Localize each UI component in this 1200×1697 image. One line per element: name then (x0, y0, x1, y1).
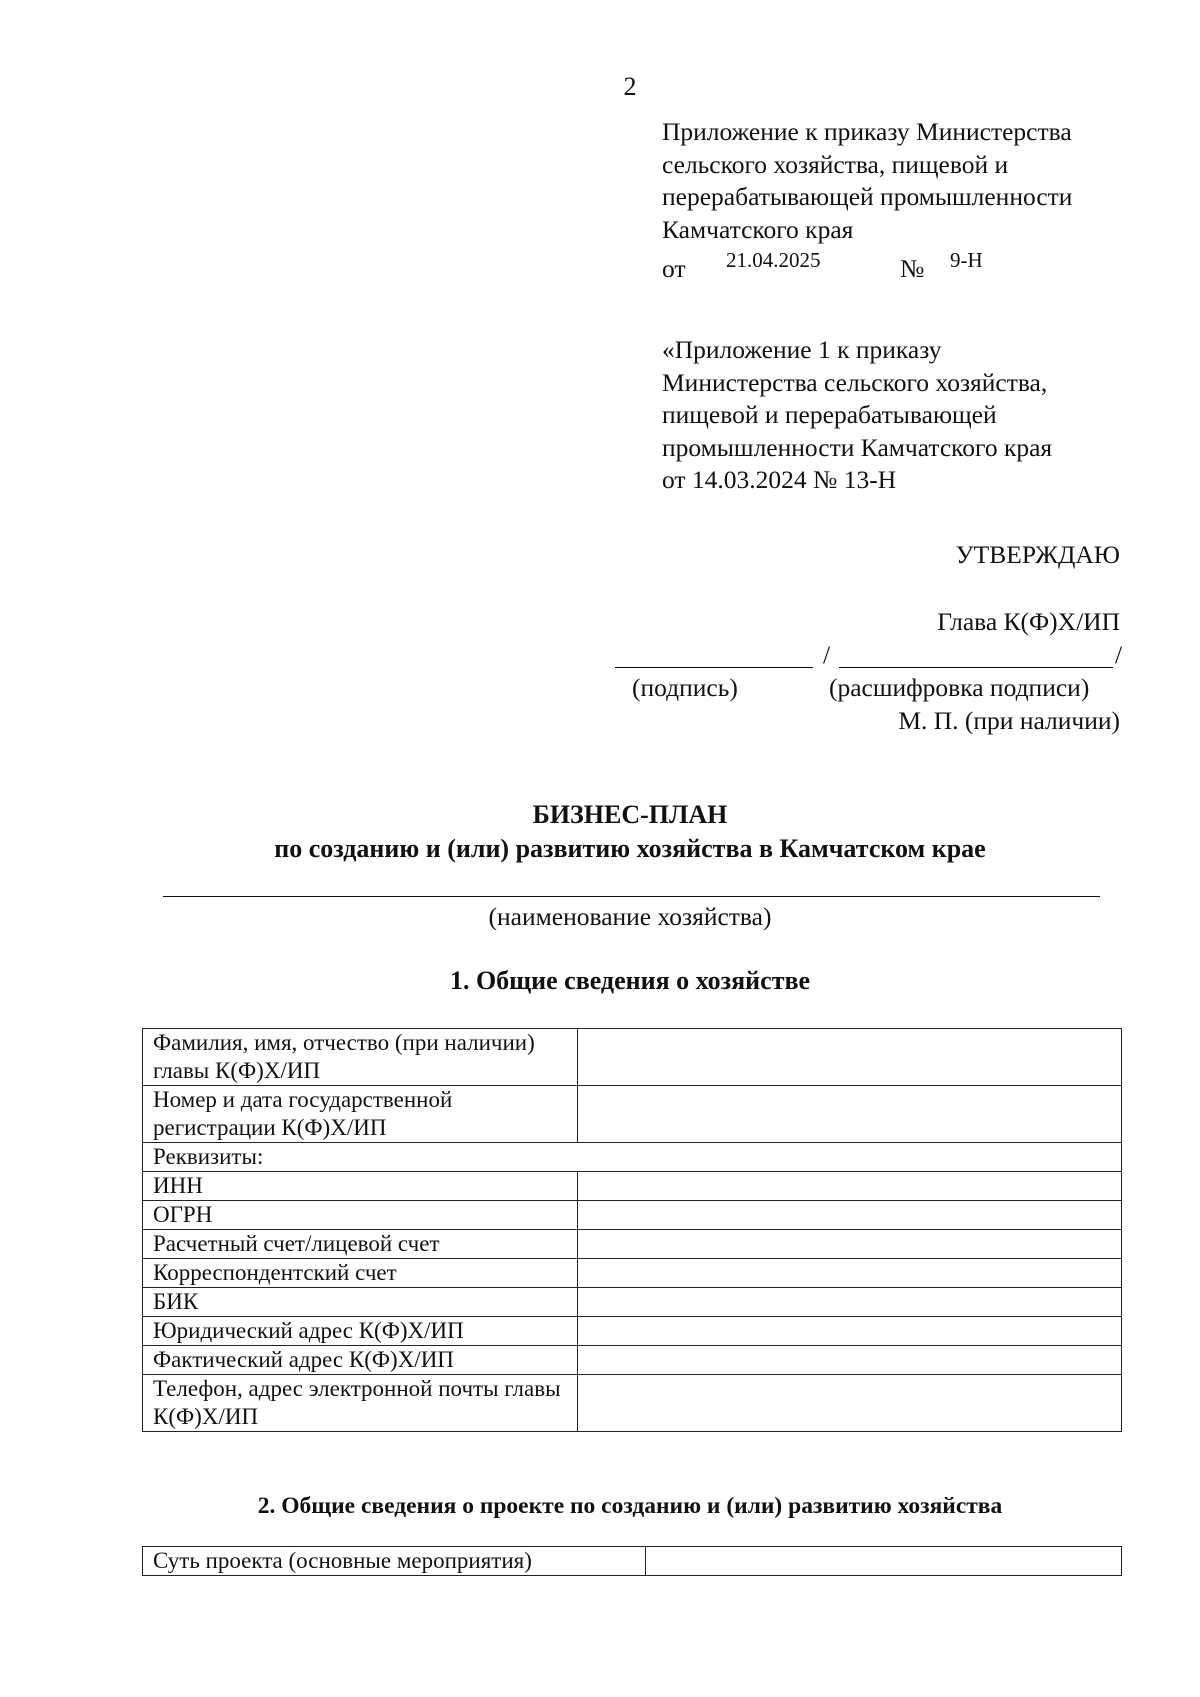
row-label: Юридический адрес К(Ф)Х/ИП (143, 1317, 578, 1346)
table-row (143, 1375, 1122, 1432)
appendix-header (662, 116, 1142, 246)
decode-line (839, 667, 1113, 668)
row-label: ОГРН (143, 1201, 578, 1230)
head-title: Глава К(Ф)Х/ИП (937, 607, 1120, 636)
approve-label: УТВЕРЖДАЮ (955, 540, 1120, 569)
signature-captions (615, 673, 1125, 705)
farm-name-line (163, 896, 1100, 897)
table-row (143, 1201, 1122, 1230)
appendix-previous-order (662, 334, 1142, 497)
signature-line (615, 667, 813, 668)
project-info-table (142, 1546, 1122, 1576)
doc-subtitle: по созданию и (или) развитию хозяйства в Камчатском крае (274, 834, 986, 863)
row-label: ИНН (143, 1172, 578, 1201)
table-row (143, 1317, 1122, 1346)
row-value (578, 1201, 1122, 1230)
row-value (578, 1259, 1122, 1288)
row-label: Суть проекта (основные мероприятия) (143, 1547, 646, 1576)
section2-title: 2. Общие сведения о проекте по созданию и (или) развитию хозяйства (257, 1493, 1003, 1519)
table-row (143, 1086, 1122, 1143)
farm-info-table (142, 1028, 1122, 1432)
appendix2-line: Министерства сельского хозяйства, (662, 367, 1048, 397)
farm-name-caption: (наименование хозяйства) (488, 902, 772, 931)
order-reference (662, 248, 1142, 284)
row-value (578, 1086, 1122, 1143)
appendix2-line: пищевой и перерабатывающей (662, 400, 997, 429)
signature-slash: / (823, 640, 831, 669)
appendix2-line: «Приложение 1 к приказу (662, 335, 942, 364)
decode-caption: (расшифровка подписи) (829, 673, 1090, 702)
row-label: БИК (143, 1288, 578, 1317)
signature-caption: (подпись) (632, 673, 738, 702)
row-label: Расчетный счет/лицевой счет (143, 1230, 578, 1259)
row-label: Телефон, адрес электронной почты главы К(Ф)Х/ИП (143, 1375, 578, 1432)
row-value (578, 1317, 1122, 1346)
row-label: Фактический адрес К(Ф)Х/ИП (143, 1346, 578, 1375)
appendix-line: сельского хозяйства, пищевой и (662, 149, 1009, 179)
order-number: 9-Н (950, 248, 983, 272)
row-label: Корреспондентский счет (143, 1259, 578, 1288)
row-value (578, 1172, 1122, 1201)
section1-title: 1. Общие сведения о хозяйстве (449, 966, 811, 995)
row-value (578, 1230, 1122, 1259)
signature-lines (615, 640, 1125, 670)
row-label: Реквизиты: (143, 1143, 1122, 1172)
order-number-sign: № (900, 254, 925, 283)
row-value (578, 1346, 1122, 1375)
table-row (143, 1547, 1122, 1576)
order-date: 21.04.2025 (726, 248, 821, 272)
table-row (143, 1143, 1122, 1172)
stamp-note: М. П. (при наличии) (898, 706, 1120, 735)
doc-title: БИЗНЕС-ПЛАН (532, 800, 728, 829)
table-row (143, 1172, 1122, 1201)
row-value (646, 1547, 1122, 1576)
table-row (143, 1029, 1122, 1086)
appendix2-line: от 14.03.2024 № 13-Н (662, 465, 897, 494)
row-value (578, 1375, 1122, 1432)
decode-slash: / (1115, 640, 1123, 669)
appendix-line: Камчатского края (662, 214, 854, 244)
table-row (143, 1288, 1122, 1317)
appendix-line: Приложение к приказу Министерства (662, 117, 1072, 146)
row-label: Номер и дата государственной регистрации К(Ф)Х/ИП (143, 1086, 578, 1143)
table-row (143, 1259, 1122, 1288)
appendix2-line: промышленности Камчатского края (662, 432, 1053, 462)
appendix-line: перерабатывающей промышленности (662, 182, 1073, 211)
row-value (578, 1288, 1122, 1317)
row-label: Фамилия, имя, отчество (при наличии) главы К(Ф)Х/ИП (143, 1029, 578, 1086)
order-prefix: от (662, 254, 686, 283)
page-number: 2 (623, 72, 637, 101)
table-row (143, 1346, 1122, 1375)
table-row (143, 1230, 1122, 1259)
row-value (578, 1029, 1122, 1086)
